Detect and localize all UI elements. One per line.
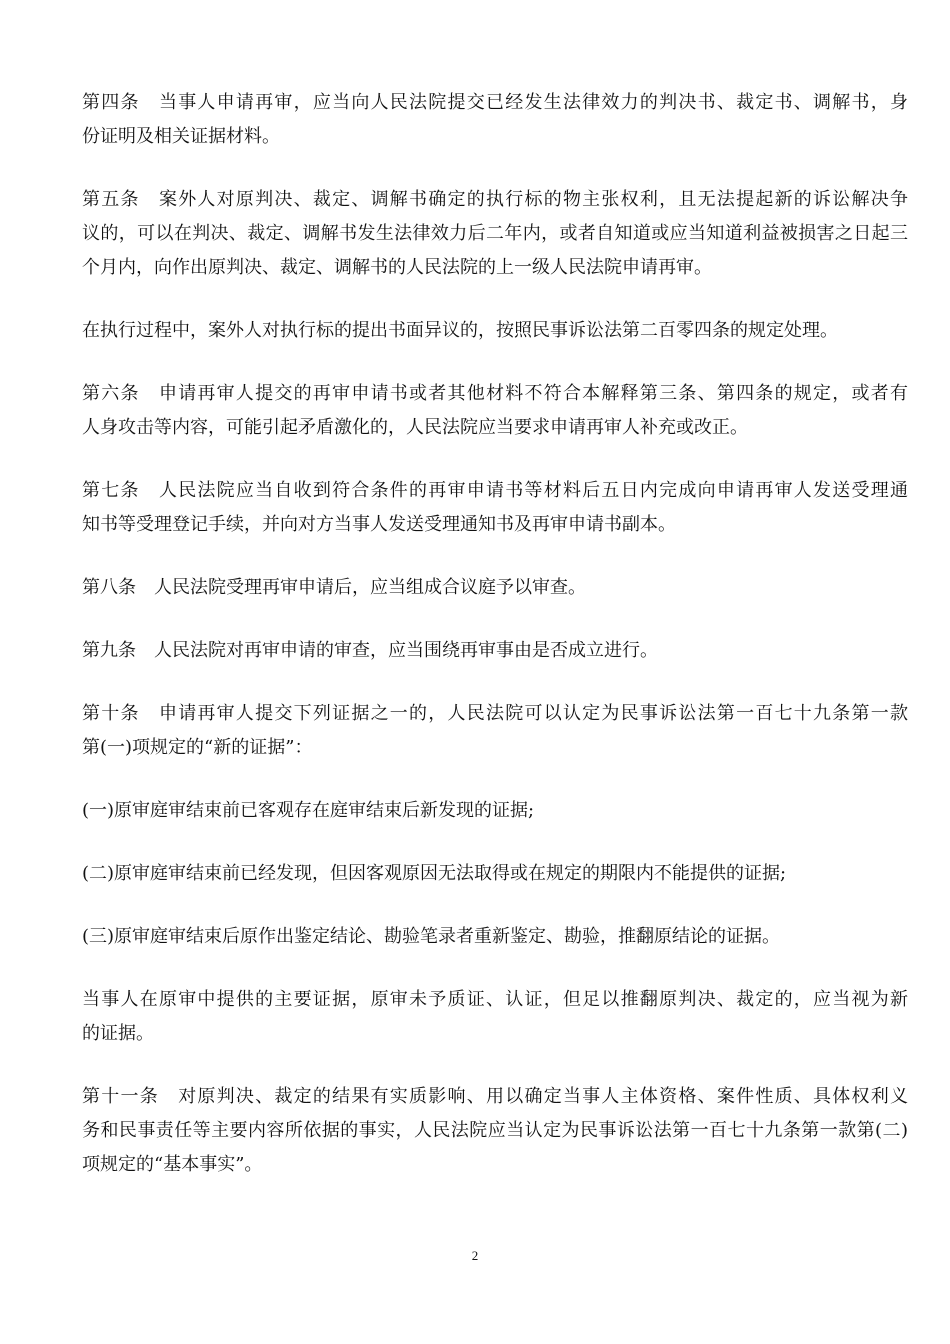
text-line: 第四条 当事人申请再审，应当向人民法院提交已经发生法律效力的判决书、裁定书、调解书，身 xyxy=(82,92,908,113)
text-line: 个月内，向作出原判决、裁定、调解书的人民法院的上一级人民法院申请再审。 xyxy=(82,257,712,278)
text-line: (三)原审庭审结束后原作出鉴定结论、勘验笔录者重新鉴定、勘验，推翻原结论的证据。 xyxy=(82,926,781,947)
text-line: 第六条 申请再审人提交的再审申请书或者其他材料不符合本解释第三条、第四条的规定，或者有 xyxy=(82,383,908,404)
paragraph-article-10 xyxy=(82,697,908,765)
text-line: 第五条 案外人对原判决、裁定、调解书确定的执行标的物主张权利，且无法提起新的诉讼解决争 xyxy=(82,189,908,210)
paragraph-article-10-clause-2 xyxy=(82,983,908,1051)
paragraph-article-10-item-1 xyxy=(82,794,908,828)
text-line: (二)原审庭审结束前已经发现，但因客观原因无法取得或在规定的期限内不能提供的证据; xyxy=(82,863,787,884)
text-line: 人身攻击等内容，可能引起矛盾激化的，人民法院应当要求申请再审人补充或改正。 xyxy=(82,417,748,438)
document-body xyxy=(82,86,908,1211)
paragraph-article-10-item-3 xyxy=(82,920,908,954)
text-line: 务和民事责任等主要内容所依据的事实，人民法院应当认定为民事诉讼法第一百七十九条第一款第(二) xyxy=(82,1120,908,1141)
paragraph-article-7 xyxy=(82,474,908,542)
text-line: 议的，可以在判决、裁定、调解书发生法律效力后二年内，或者自知道或应当知道利益被损害之日起三 xyxy=(82,223,908,244)
text-line: 第十条 申请再审人提交下列证据之一的，人民法院可以认定为民事诉讼法第一百七十九条第一款 xyxy=(82,703,908,724)
paragraph-article-9 xyxy=(82,634,908,668)
text-line: 第(一)项规定的“新的证据”： xyxy=(82,737,313,758)
text-line: 第九条 人民法院对再审申请的审查，应当围绕再审事由是否成立进行。 xyxy=(82,640,658,661)
paragraph-article-10-item-2 xyxy=(82,857,908,891)
paragraph-article-6 xyxy=(82,377,908,445)
text-line: 第七条 人民法院应当自收到符合条件的再审申请书等材料后五日内完成向申请再审人发送受理通 xyxy=(82,480,908,501)
text-line: 份证明及相关证据材料。 xyxy=(82,126,280,147)
paragraph-article-11 xyxy=(82,1080,908,1182)
paragraph-article-5 xyxy=(82,183,908,285)
paragraph-article-4 xyxy=(82,86,908,154)
text-line: 的证据。 xyxy=(82,1023,154,1044)
text-line: 项规定的“基本事实”。 xyxy=(82,1154,263,1175)
text-line: 当事人在原审中提供的主要证据，原审未予质证、认证，但足以推翻原判决、裁定的，应当视为新 xyxy=(82,989,908,1010)
text-line: (一)原审庭审结束前已客观存在庭审结束后新发现的证据; xyxy=(82,800,535,821)
text-line: 知书等受理登记手续，并向对方当事人发送受理通知书及再审申请书副本。 xyxy=(82,514,676,535)
paragraph-article-8 xyxy=(82,571,908,605)
paragraph-article-5-clause-2 xyxy=(82,314,908,348)
text-line: 第十一条 对原判决、裁定的结果有实质影响、用以确定当事人主体资格、案件性质、具体权利义 xyxy=(82,1086,908,1107)
page-number: 2 xyxy=(471,1248,479,1263)
text-line: 在执行过程中，案外人对执行标的提出书面异议的，按照民事诉讼法第二百零四条的规定处理。 xyxy=(82,320,838,341)
text-line: 第八条 人民法院受理再审申请后，应当组成合议庭予以审查。 xyxy=(82,577,586,598)
